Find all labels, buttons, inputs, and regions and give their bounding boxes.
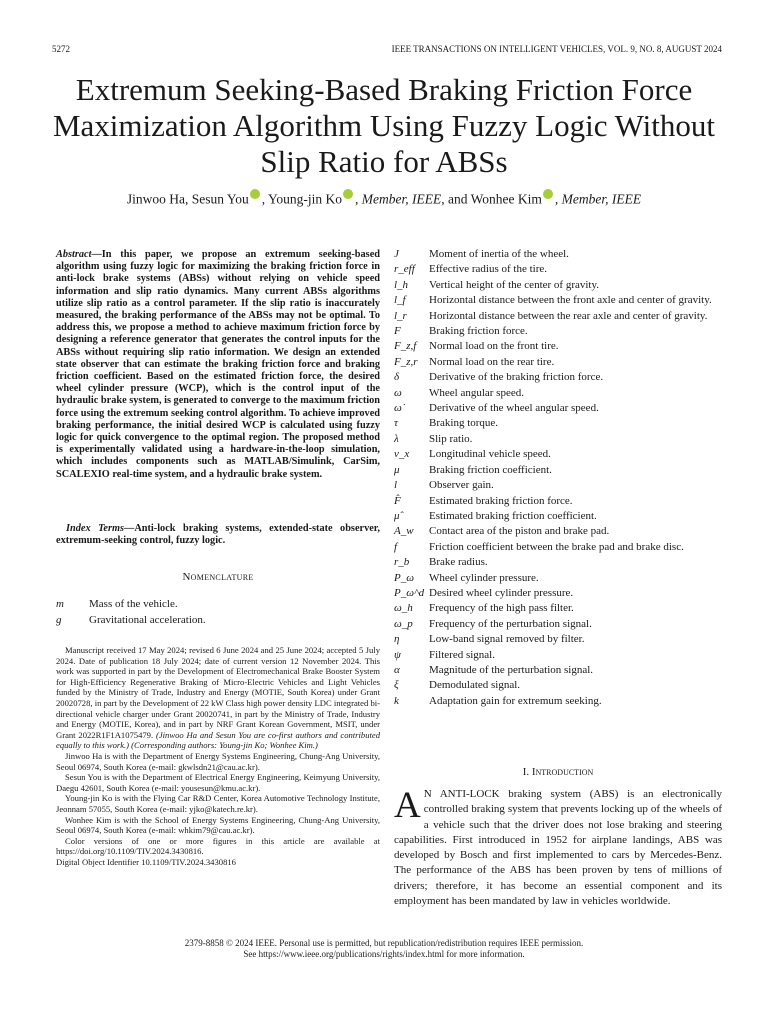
nomenclature-definition: Low-band signal removed by filter.: [429, 633, 585, 646]
nomenclature-definition: Estimated braking friction coefficient.: [429, 509, 597, 522]
nomenclature-row: [394, 571, 722, 586]
index-terms-text: —Anti-lock braking systems, extended-state observer, extremum-seeking control, fuzzy logic.: [56, 523, 380, 547]
nomenclature-row: [394, 617, 722, 632]
nomenclature-definition: Contact area of the piston and brake pad.: [429, 525, 610, 538]
nomenclature-symbol: ψ: [394, 648, 401, 661]
nomenclature-symbol: ω_p: [394, 617, 413, 630]
footnote-doi: Digital Object Identifier 10.1109/TIV.2024.3430816: [56, 856, 236, 867]
nomenclature-definition: Effective radius of the tire.: [429, 263, 547, 276]
nomenclature-definition: Observer gain.: [429, 479, 494, 492]
nomenclature-row: [394, 555, 722, 570]
nomenclature-list-right: [394, 247, 722, 709]
nomenclature-definition: Braking torque.: [429, 417, 499, 430]
journal-header: IEEE TRANSACTIONS ON INTELLIGENT VEHICLES, VOL. 9, NO. 8, AUGUST 2024: [391, 44, 722, 54]
nomenclature-definition: Braking friction coefficient.: [429, 463, 552, 476]
nomenclature-definition: Frequency of the high pass filter.: [429, 602, 574, 615]
nomenclature-symbol: ω̇: [394, 402, 402, 415]
nomenclature-row: [394, 432, 722, 447]
nomenclature-definition: Wheel angular speed.: [429, 386, 524, 399]
footnote-color-versions: Color versions of one or more figures in this article are available at https://doi.org/10.1109/TIV.2024.3430816.: [56, 835, 380, 857]
nomenclature-row: [394, 540, 722, 555]
nomenclature-row: [56, 597, 380, 613]
nomenclature-row: [394, 370, 722, 385]
rights-link: See https://www.ieee.org/publications/rights/index.html for more information.: [243, 949, 525, 959]
nomenclature-definition: Vertical height of the center of gravity.: [429, 278, 600, 291]
copyright-notice: [40, 938, 728, 960]
nomenclature-row: [394, 678, 722, 693]
nomenclature-definition: Gravitational acceleration.: [89, 613, 206, 626]
abstract-lead: Abstract: [56, 249, 92, 260]
nomenclature-row: [394, 478, 722, 493]
nomenclature-row: [394, 494, 722, 509]
nomenclature-row: [394, 355, 722, 370]
nomenclature-list-left: [56, 597, 380, 628]
nomenclature-symbol: F_z,f: [394, 340, 417, 353]
nomenclature-symbol: g: [56, 613, 62, 626]
footnote-manuscript: [56, 645, 380, 751]
nomenclature-symbol: η: [394, 633, 400, 646]
nomenclature-symbol: J: [394, 248, 399, 260]
nomenclature-symbol: r_b: [394, 556, 410, 569]
footnote-affiliation: Young-jin Ko is with the Flying Car R&D Center, Korea Automotive Technology Institute, Jeonnam 57055, South Korea (e-mail: yjko@katech.re.kr).: [56, 793, 380, 814]
nomenclature-symbol: m: [56, 598, 64, 610]
author-name-3: , and Wonhee Kim: [441, 191, 542, 207]
nomenclature-definition: Normal load on the rear tire.: [429, 355, 555, 368]
nomenclature-symbol: F_z,r: [394, 355, 418, 368]
nomenclature-definition: Friction coefficient between the brake pad and brake disc.: [429, 540, 684, 553]
nomenclature-row: [394, 386, 722, 401]
nomenclature-row: [394, 262, 722, 277]
nomenclature-row: [394, 601, 722, 616]
nomenclature-row: [394, 324, 722, 339]
nomenclature-symbol: F: [394, 325, 401, 338]
nomenclature-symbol: l_r: [394, 309, 407, 322]
footnote-funding: Manuscript received 17 May 2024; revised 6 June 2024 and 25 June 2024; accepted 5 July 2024. Date of publication 18 July 2024; date of current version 12 November 2024. This work was supported in part by the Development of Electromechanical Brake Booster System for High-Efficiency Regenerative Braking of Micro-Electric Vehicles and Light Vehicles funded by the Ministry of Trade, Industry and Energy (MOTIE, South Korea) under Grant 20020728, in part by the Development of 22 kW Class high power density LDC integrated bi-directional vehicle charger under Grant 20020741, in part by the Ministry of Trade, Industry and Energy (MOTIE, Korea), and in part by NRF Grant Korean Government, MSIT, under Grant 2022R1F1A1075479.: [56, 645, 380, 740]
intro-text: N ANTI-LOCK braking system (ABS) is an electronically controlled braking system that prevents locking up of the wheels of a vehicle such that the driver does not lose braking and steering capabilities. First introduced in 1952 for airplane landings, ABS was developed by Bosch and first implemented to cars by Mercedes-Benz. The performance of the ABS has been proven by tens of millions of drivers; therefore, it has become an essential component and its employment has been mandated by law in vehicles worldwide.: [394, 788, 722, 908]
nomenclature-row: [394, 694, 722, 709]
nomenclature-symbol: v_x: [394, 448, 410, 461]
nomenclature-definition: Longitudinal vehicle speed.: [429, 448, 551, 461]
nomenclature-definition: Derivative of the wheel angular speed.: [429, 402, 599, 415]
nomenclature-row: [394, 632, 722, 647]
nomenclature-symbol: A_w: [394, 525, 414, 538]
nomenclature-definition: Adaptation gain for extremum seeking.: [429, 694, 602, 707]
nomenclature-definition: Wheel cylinder pressure.: [429, 571, 539, 584]
page-number: 5272: [52, 44, 70, 54]
nomenclature-row: [394, 463, 722, 478]
footnote-affiliation: Sesun You is with the Department of Electrical Energy Engineering, Keimyung University, Daegu 42601, South Korea (e-mail: yousesun@kmu.ac.kr).: [56, 772, 380, 793]
nomenclature-symbol: α: [394, 663, 400, 676]
nomenclature-row: [394, 339, 722, 354]
nomenclature-row: [394, 663, 722, 678]
author-list: [40, 188, 728, 208]
nomenclature-definition: Frequency of the perturbation signal.: [429, 617, 592, 630]
nomenclature-symbol: δ: [394, 371, 400, 384]
nomenclature-definition: Horizontal distance between the rear axle and center of gravity.: [429, 309, 708, 322]
nomenclature-symbol: μ̂: [394, 509, 400, 522]
nomenclature-symbol: P_ω^d: [394, 586, 425, 599]
section-heading: I. Introduction: [522, 766, 594, 778]
nomenclature-symbol: k: [394, 694, 399, 707]
footnote-affiliation: Jinwoo Ha is with the Department of Energy Systems Engineering, Chung-Ang University, Seoul 06974, South Korea (e-mail: gkwlsdn21@cau.ac.kr).: [56, 750, 380, 772]
nomenclature-definition: Braking friction force.: [429, 325, 528, 338]
nomenclature-definition: Moment of inertia of the wheel.: [429, 248, 569, 260]
nomenclature-row: [394, 309, 722, 324]
nomenclature-symbol: f: [394, 540, 398, 553]
nomenclature-definition: Estimated braking friction force.: [429, 494, 573, 507]
nomenclature-definition: Normal load on the front tire.: [429, 340, 559, 353]
nomenclature-symbol: l_f: [394, 294, 406, 307]
orcid-icon[interactable]: [250, 189, 260, 199]
nomenclature-definition: Filtered signal.: [429, 648, 495, 661]
nomenclature-row: [394, 447, 722, 462]
nomenclature-row: [56, 613, 380, 629]
abstract-text: —In this paper, we propose an extremum seeking-based algorithm using fuzzy logic for maximizing the braking friction force in anti-lock brake systems (ABSs) without relying on vehicle speed information and slip ratio dynamics. Many current ABSs algorithms utilize slip ratio as a control parameter. If the slip ratio is inaccurately measured, the braking performance of the ABSs may not be optimal. To address this, we propose a method to achieve maximum friction force by designing a reference generator that generates the control inputs for the ABSs without requiring slip ratio information. We design an extended state observer that can estimate the braking friction force and braking friction coefficient. Based on the estimated friction force, the desired wheel cylinder pressure (WCP), which is the control input of the hydraulic brake system, is generated to converge to the maximum friction force using the extremum seeking control algorithm. To achieve improved braking performance, the initial desired WCP is calculated using fuzzy logic for quick convergence to the optimal region. The proposed method is experimentally validated using a hardware-in-the-loop simulation, which includes components such as MATLAB/Simulink, CarSim, SCALEXIO real-time system, and a hydraulic brake system.: [56, 249, 381, 480]
nomenclature-symbol: r_eff: [394, 263, 415, 276]
abstract: [56, 249, 380, 481]
nomenclature-row: [394, 586, 722, 601]
nomenclature-definition: Demodulated signal.: [429, 679, 521, 692]
nomenclature-definition: Mass of the vehicle.: [89, 598, 178, 610]
nomenclature-definition: Horizontal distance between the front axle and center of gravity.: [429, 294, 712, 307]
nomenclature-row: [394, 524, 722, 539]
copyright-line: 2379-8858 © 2024 IEEE. Personal use is permitted, but republication/redistribution requires IEEE permission.: [184, 938, 584, 948]
nomenclature-symbol: μ: [394, 463, 400, 476]
nomenclature-symbol: ξ: [394, 679, 399, 692]
nomenclature-symbol: λ: [394, 432, 399, 445]
nomenclature-definition: Slip ratio.: [429, 432, 473, 445]
orcid-icon[interactable]: [543, 189, 553, 199]
paper-title: Extremum Seeking-Based Braking Friction Force Maximization Algorithm Using Fuzzy Logic Without Slip Ratio for ABSs: [52, 72, 716, 179]
nomenclature-symbol: l: [394, 479, 398, 492]
nomenclature-heading: Nomenclature: [182, 571, 254, 583]
nomenclature-definition: Desired wheel cylinder pressure.: [429, 586, 574, 599]
intro-paragraph: [394, 787, 722, 909]
index-terms-lead: Index Terms: [66, 523, 125, 534]
nomenclature-symbol: ω: [394, 386, 402, 399]
nomenclature-symbol: ω_h: [394, 602, 413, 615]
orcid-icon[interactable]: [343, 189, 353, 199]
footnote-authors-note: (Jinwoo Ha and Sesun You are co-first authors and contributed equally to this work.) (Corresponding authors: Young-jin Ko; Wonhee Kim.): [56, 729, 380, 751]
author-role-3: , Member, IEEE: [554, 191, 642, 207]
nomenclature-symbol: l_h: [394, 278, 409, 291]
nomenclature-row: [394, 416, 722, 431]
nomenclature-definition: Brake radius.: [429, 556, 488, 569]
drop-cap: A: [394, 785, 421, 826]
footnotes: [56, 645, 380, 867]
nomenclature-definition: Magnitude of the perturbation signal.: [429, 663, 594, 676]
nomenclature-row: [394, 401, 722, 416]
nomenclature-row: [394, 509, 722, 524]
nomenclature-symbol: F̂: [394, 494, 401, 507]
nomenclature-symbol: τ: [394, 417, 398, 430]
author-role-2: , Member, IEEE: [355, 191, 442, 207]
nomenclature-row: [394, 293, 722, 308]
footnote-affiliation: Wonhee Kim is with the School of Energy Systems Engineering, Chung-Ang University, Seoul 06974, South Korea (e-mail: whkim79@cau.ac.kr).: [56, 814, 380, 836]
index-terms: [56, 523, 380, 547]
author-names-1: Jinwoo Ha, Sesun You: [126, 191, 249, 207]
nomenclature-row: [394, 278, 722, 293]
nomenclature-definition: Derivative of the braking friction force.: [429, 371, 604, 384]
nomenclature-row: [394, 648, 722, 663]
nomenclature-row: [394, 247, 722, 262]
author-name-2: , Young-jin Ko: [261, 191, 343, 207]
nomenclature-symbol: P_ω: [394, 571, 414, 584]
